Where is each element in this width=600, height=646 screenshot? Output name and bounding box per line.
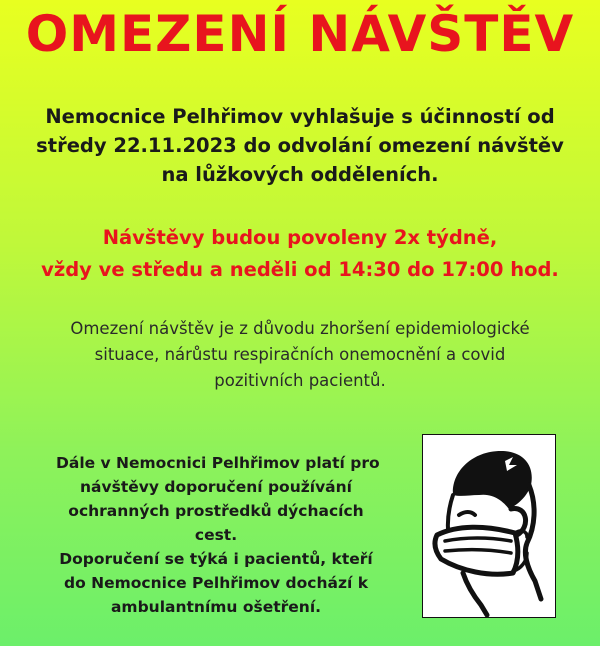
announcement-intro <box>0 102 600 189</box>
restriction-reason <box>0 316 600 394</box>
intro-line: na lůžkových odděleních. <box>161 163 439 186</box>
visiting-hours <box>0 222 600 286</box>
visits-line: Návštěvy budou povoleny 2x týdně, <box>102 226 498 249</box>
intro-line: středy 22.11.2023 do odvolání omezení návštěv <box>36 134 564 157</box>
recommendation-line: Doporučení se týká i pacientů, kteří <box>59 550 373 568</box>
recommendation-line: do Nemocnice Pelhřimov dochází k <box>64 574 368 592</box>
mask-recommendation <box>56 451 380 619</box>
reason-line: pozitivních pacientů. <box>214 371 386 390</box>
recommendation-line: ambulantnímu ošetření. <box>110 598 322 616</box>
recommendation-line: Dále v Nemocnici Pelhřimov platí pro <box>56 454 380 472</box>
reason-line: situace, nárůstu respiračních onemocnění a covid <box>94 345 506 364</box>
visits-line: vždy ve středu a neděli od 14:30 do 17:00 hod. <box>41 258 559 281</box>
intro-line: Nemocnice Pelhřimov vyhlašuje s účinností od <box>45 105 555 128</box>
recommendation-line: návštěvy doporučení používání <box>80 478 352 496</box>
reason-line: Omezení návštěv je z důvodu zhoršení epidemiologické <box>70 319 530 338</box>
recommendation-line: ochranných prostředků dýchacích <box>68 502 364 520</box>
face-mask-icon <box>423 435 555 617</box>
face-mask-illustration <box>422 434 556 618</box>
page-title: OMEZENÍ NÁVŠTĚV <box>25 5 575 63</box>
recommendation-line: cest. <box>194 526 238 544</box>
